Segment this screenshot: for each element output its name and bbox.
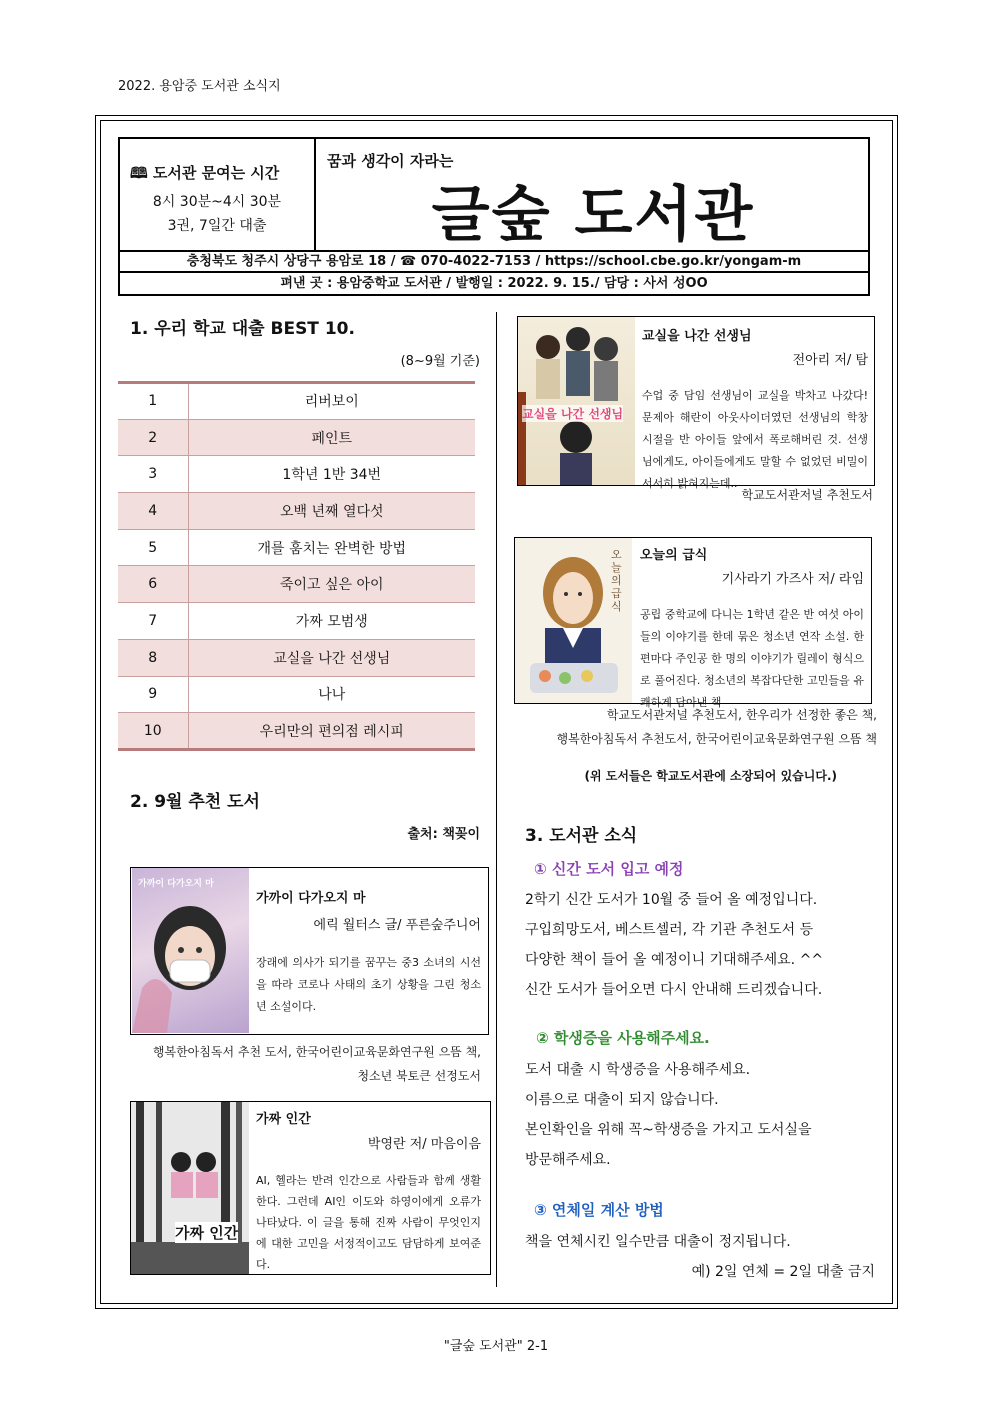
cover-title-text: 오늘의 급식 (611, 548, 622, 613)
table-row (118, 529, 475, 566)
ranking-basis: (8~9월 기준) (400, 354, 480, 369)
rank-title: 리버보이 (188, 383, 475, 420)
rank-title: 죽이고 싶은 아이 (188, 566, 475, 603)
table-row (118, 456, 475, 493)
book-description: AI, 헬라는 반려 인간으로 사람들과 함께 생활한다. 그런데 AI인 이도와 하영이에게 오류가 나타났다. 이 글을 통해 진짜 사람이 무엇인지에 대한 고민을 서정적이고도 담담하게 보여준다. (256, 1174, 481, 1271)
rank-title: 1학년 1반 34번 (188, 456, 475, 493)
column-divider (496, 312, 497, 1287)
news-example: 예) 2일 연체 = 2일 대출 금지 (691, 1264, 875, 1280)
rank-number: 1 (118, 383, 188, 420)
rank-title: 오백 년째 열다섯 (188, 493, 475, 530)
news-heading-new-books: ① 신간 도서 입고 예정 (534, 860, 684, 878)
publisher-line: 펴낸 곳 : 용암중학교 도서관 / 발행일 : 2022. 9. 15./ 담당 : 사서 성OO (280, 276, 708, 291)
rank-number: 9 (118, 676, 188, 713)
section2-title: 2. 9월 추천 도서 (130, 792, 260, 812)
rank-number: 3 (118, 456, 188, 493)
cover-title-text: 가짜 인간 (175, 1224, 239, 1242)
news-line: 신간 도서가 들어오면 다시 안내해 드리겠습니다. (525, 982, 823, 998)
book-author: 기사라기 가즈사 저/ 라임 (721, 572, 864, 587)
rank-number: 10 (118, 713, 188, 750)
section1-title: 1. 우리 학교 대출 BEST 10. (130, 319, 355, 339)
book-award-note: 학교도서관저널 추천도서 (741, 488, 873, 502)
news-body-overdue (525, 1227, 875, 1287)
news-heading-student-id: ② 학생증을 사용해주세요. (536, 1029, 710, 1047)
hours-title: 🕮 도서관 문여는 시간 (130, 164, 280, 182)
news-line: 책을 연체시킨 일수만큼 대출이 정지됩니다. (525, 1234, 791, 1250)
rank-title: 우리만의 편의점 레시피 (188, 713, 475, 750)
rank-number: 4 (118, 493, 188, 530)
rank-title: 나나 (188, 676, 475, 713)
rank-title: 가짜 모범생 (188, 603, 475, 640)
book-cover-gajja (131, 1102, 249, 1274)
news-line: 방문해주세요. (525, 1152, 611, 1168)
award-line: 행복한아침독서 추천 도서, 한국어린이교육문화연구원 으뜸 책, (152, 1045, 481, 1059)
cover-title-text: 교실을 나간 선생님 (522, 407, 624, 421)
table-row (118, 383, 475, 420)
section2-source: 출처: 책꽂이 (407, 827, 480, 842)
section3-title: 3. 도서관 소식 (525, 826, 638, 846)
book-title: 오늘의 급식 (640, 548, 708, 563)
students-illustration (518, 317, 635, 485)
book-title: 가짜 인간 (256, 1112, 311, 1127)
page-footer: "글숲 도서관" 2-1 (443, 1339, 549, 1354)
table-row (118, 419, 475, 456)
book-author: 에릭 월터스 글/ 푸른숲주니어 (313, 918, 481, 933)
rank-title: 개를 훔치는 완벽한 방법 (188, 529, 475, 566)
book-author: 전아리 저/ 탐 (792, 353, 868, 368)
slogan: 꿈과 생각이 자라는 (327, 152, 454, 170)
table-row (118, 603, 475, 640)
table-row (118, 566, 475, 603)
rank-title: 페인트 (188, 419, 475, 456)
news-body-student-id (525, 1055, 875, 1175)
book-description: 수업 중 담임 선생님이 교실을 박차고 나갔다! 문제아 해란이 아웃사이더였던 선생님의 학창 시절을 반 아이들 앞에서 폭로해버린 것. 선생님에게도, 아이들에게도 말할 수 없었던 비밀이 서서히 밝혀지는데.. (642, 389, 868, 490)
rank-title: 교실을 나간 선생님 (188, 639, 475, 676)
holdings-note: (위 도서들은 학교도서관에 소장되어 있습니다.) (584, 769, 837, 783)
news-heading-overdue: ③ 연체일 계산 방법 (534, 1201, 664, 1219)
table-row (118, 639, 475, 676)
cover-title-text: 가까이 다가오지 마 (138, 879, 214, 889)
news-line: 다양한 책이 들어 올 예정이니 기대해주세요. ^^ (525, 952, 824, 968)
newsletter-header-note: 2022. 용암중 도서관 소식지 (118, 79, 281, 94)
news-line: 구입희망도서, 베스트셀러, 각 기관 추천도서 등 (525, 922, 814, 938)
book-cover-geupsik (515, 538, 632, 703)
award-line: 학교도서관저널 추천도서, 한우리가 선정한 좋은 책, (606, 708, 877, 722)
book-author: 박영란 저/ 마음이음 (367, 1137, 481, 1152)
newsletter-title: 글숲 도서관 (431, 180, 755, 250)
award-line: 행복한아침독서 추천도서, 한국어린이교육문화연구원 으뜸 책 (556, 732, 877, 746)
girl-mask-illustration (132, 868, 249, 1033)
table-row (118, 713, 475, 750)
rank-number: 8 (118, 639, 188, 676)
news-line: 도서 대출 시 학생증을 사용해주세요. (525, 1062, 751, 1078)
book-award-note (517, 703, 877, 751)
forest-illustration (131, 1102, 249, 1274)
table-row (118, 676, 475, 713)
book-award-note (130, 1040, 481, 1088)
hours-time: 8시 30분~4시 30분 (152, 194, 282, 210)
table-row (118, 493, 475, 530)
book-cover-gakkai (132, 868, 249, 1033)
rank-number: 6 (118, 566, 188, 603)
news-body-new-books (525, 885, 875, 1005)
address-line: 충청북도 청주시 상당구 용암로 18 / ☎ 070-4022-7153 / https://school.cbe.go.kr/yongam-m (118, 250, 870, 273)
book-title: 교실을 나간 선생님 (642, 329, 752, 344)
book-description: 공립 중학교에 다니는 1학년 같은 반 여섯 아이들의 이야기를 한데 묶은 청소년 연작 소설. 한 편마다 주인공 한 명의 이야기가 릴레이 형식으로 풀어진다. 청소년의 복잡다단한 고민들을 유쾌하게 담아낸 책 (640, 608, 864, 709)
ranking-table (118, 381, 475, 751)
news-line: 본인확인을 위해 꼭~학생증을 가지고 도서실을 (525, 1122, 812, 1138)
loan-rule: 3권, 7일간 대출 (167, 218, 267, 234)
rank-number: 5 (118, 529, 188, 566)
book-description: 장래에 의사가 되기를 꿈꾸는 중3 소녀의 시선을 따라 코로나 사태의 초기 상황을 그린 청소년 소설이다. (256, 956, 481, 1013)
book-cover-gyosil (518, 317, 635, 485)
award-line: 청소년 북토큰 선정도서 (357, 1069, 481, 1083)
news-line: 2학기 신간 도서가 10월 중 들어 올 예정입니다. (525, 892, 818, 908)
rank-number: 2 (118, 419, 188, 456)
book-title: 가까이 다가오지 마 (256, 891, 366, 906)
rank-number: 7 (118, 603, 188, 640)
news-line: 이름으로 대출이 되지 않습니다. (525, 1092, 719, 1108)
